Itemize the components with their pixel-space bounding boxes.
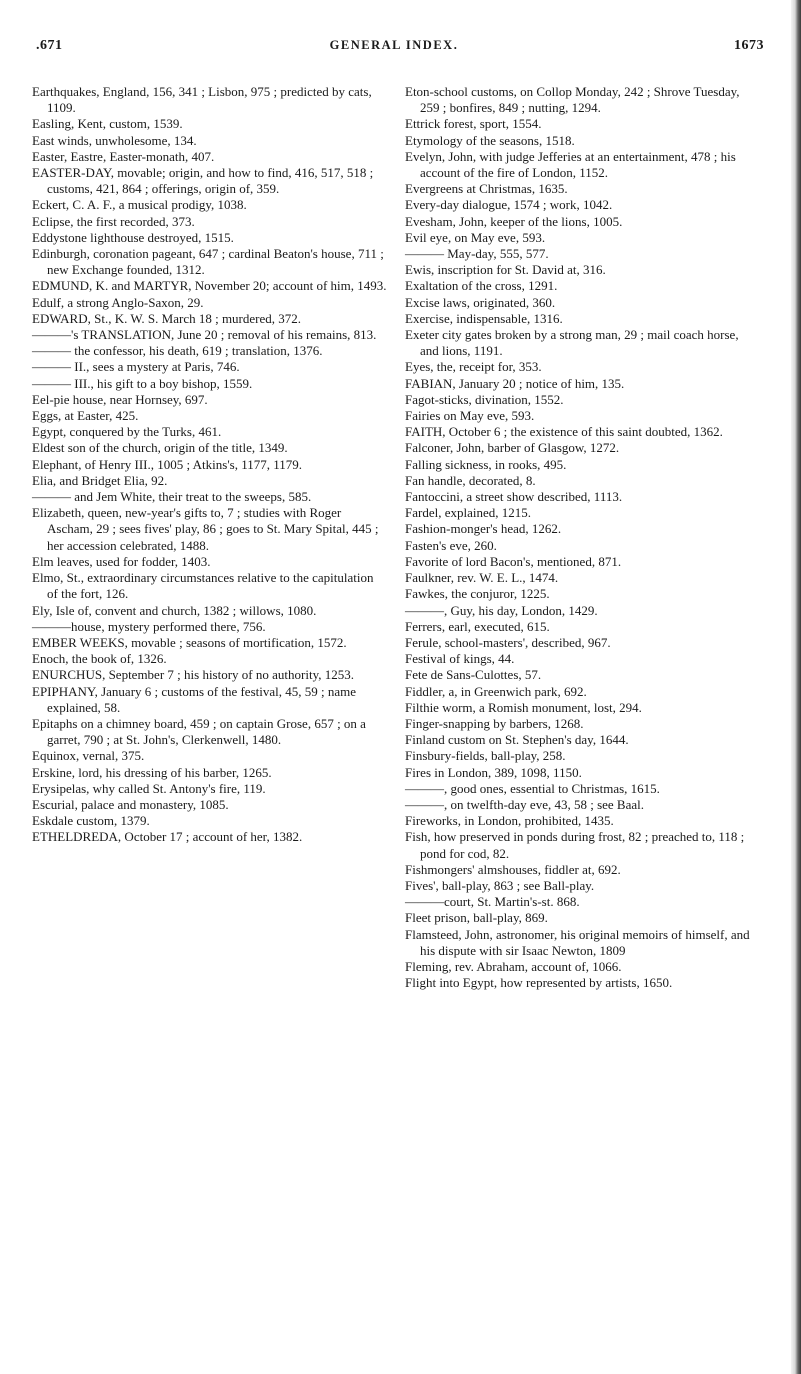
index-entry: Fardel, explained, 1215.: [405, 505, 531, 521]
index-entry: Eclipse, the first recorded, 373.: [32, 213, 195, 229]
index-entry: Flight into Egypt, how represented by artists, 1650.: [405, 975, 673, 991]
index-entry: Eskdale custom, 1379.: [32, 813, 150, 829]
index-entry: Elm leaves, used for fodder, 1403.: [32, 553, 211, 569]
index-entry: Fairies on May eve, 593.: [405, 408, 535, 424]
index-entry: EASTER-DAY, movable; origin, and how to find, 416, 517, 518 ; customs, 421, 864 ; offerings, origin of, 359.: [32, 165, 374, 197]
index-entry: EPIPHANY, January 6 ; customs of the festival, 45, 59 ; name explained, 58.: [32, 683, 356, 715]
index-entry: Fish, how preserved in ponds during frost, 82 ; preached to, 118 ; pond for cod, 82.: [405, 829, 745, 861]
index-entry: ———, on twelfth-day eve, 43, 58 ; see Baal.: [405, 796, 644, 812]
index-entry: Fives', ball-play, 863 ; see Ball-play.: [405, 877, 595, 893]
index-entry: Easter, Eastre, Easter-monath, 407.: [32, 148, 215, 164]
index-entry: Evesham, John, keeper of the lions, 1005.: [405, 213, 623, 229]
index-entry: Erskine, lord, his dressing of his barber, 1265.: [32, 764, 272, 780]
index-entry: Finland custom on St. Stephen's day, 1644.: [405, 732, 629, 748]
index-entry: ———, good ones, essential to Christmas, 1615.: [405, 780, 660, 796]
index-entry: Fagot-sticks, divination, 1552.: [405, 391, 564, 407]
right-page-number: 1673: [734, 38, 764, 53]
index-entry: ETHELDREDA, October 17 ; account of her, 1382.: [32, 829, 303, 845]
index-entry: Festival of kings, 44.: [405, 651, 515, 667]
index-entry: Eggs, at Easter, 425.: [32, 408, 139, 424]
index-entry: ———court, St. Martin's-st. 868.: [405, 894, 580, 910]
index-entry: Evelyn, John, with judge Jefferies at an entertainment, 478 ; his account of the fire of London, 1152.: [405, 148, 736, 181]
index-entry: Fantoccini, a street show described, 1113.: [405, 489, 623, 505]
index-entry: Exercise, indispensable, 1316.: [405, 310, 563, 326]
index-entry: Elmo, St., extraordinary circumstances relative to the capitulation of the fort, 126.: [32, 570, 374, 602]
running-title: GENERAL INDEX.: [329, 38, 459, 52]
index-entry: ENURCHUS, September 7 ; his history of no authority, 1253.: [32, 667, 354, 683]
index-entry: Equinox, vernal, 375.: [32, 748, 145, 764]
index-entry: Eyes, the, receipt for, 353.: [405, 359, 542, 375]
index-entry: EMBER WEEKS, movable ; seasons of mortification, 1572.: [32, 634, 347, 650]
index-entry: Falconer, John, barber of Glasgow, 1272.: [405, 440, 620, 456]
index-entry: ——— and Jem White, their treat to the sweeps, 585.: [32, 489, 312, 505]
index-entry: Evergreens at Christmas, 1635.: [405, 181, 568, 197]
index-entry: ———house, mystery performed there, 756.: [32, 618, 266, 634]
index-entry: EDWARD, St., K. W. S. March 18 ; murdered, 372.: [32, 310, 302, 326]
index-entry: Eel-pie house, near Hornsey, 697.: [32, 391, 208, 407]
index-entry: Fawkes, the conjuror, 1225.: [405, 586, 550, 602]
index-entry: Falling sickness, in rooks, 495.: [405, 456, 567, 472]
index-entry: Eckert, C. A. F., a musical prodigy, 1038.: [32, 197, 247, 213]
index-entry: ——— II., sees a mystery at Paris, 746.: [32, 359, 240, 375]
index-entry: Exeter city gates broken by a strong man, 29 ; mail coach horse, and lions, 1191.: [405, 327, 739, 359]
index-entry: East winds, unwholesome, 134.: [32, 132, 197, 148]
index-entry: ——— the confessor, his death, 619 ; translation, 1376.: [32, 343, 323, 359]
index-entry: Fasten's eve, 260.: [405, 537, 497, 553]
index-entry: Enoch, the book of, 1326.: [32, 651, 167, 667]
index-entry: Favorite of lord Bacon's, mentioned, 871.: [405, 553, 622, 569]
index-entry: Finsbury-fields, ball-play, 258.: [405, 748, 566, 764]
index-entry: Fires in London, 389, 1098, 1150.: [405, 764, 582, 780]
index-entry: Easling, Kent, custom, 1539.: [32, 116, 183, 132]
index-entry: Ettrick forest, sport, 1554.: [405, 116, 542, 132]
index-entry: Ferrers, earl, executed, 615.: [405, 618, 550, 634]
index-entry: Fleet prison, ball-play, 869.: [405, 910, 548, 926]
index-entry: FAITH, October 6 ; the existence of this saint doubted, 1362.: [405, 424, 723, 440]
index-entry: Earthquakes, England, 156, 341 ; Lisbon, 975 ; predicted by cats, 1109.: [32, 84, 372, 116]
scan-edge-shadow: [791, 0, 801, 1374]
index-entry: Edulf, a strong Anglo-Saxon, 29.: [32, 294, 204, 310]
index-entry: Fireworks, in London, prohibited, 1435.: [405, 813, 614, 829]
index-entry: Egypt, conquered by the Turks, 461.: [32, 424, 222, 440]
index-entry: Faulkner, rev. W. E. L., 1474.: [405, 570, 559, 586]
index-entry: Erysipelas, why called St. Antony's fire, 119.: [32, 780, 266, 796]
index-entry: Fishmongers' almshouses, fiddler at, 692.: [405, 861, 621, 877]
index-entry: Etymology of the seasons, 1518.: [405, 132, 575, 148]
index-entry: Elizabeth, queen, new-year's gifts to, 7 ; studies with Roger Ascham, 29 ; sees fives' play, 86 ; goes to St. Mary Spital, 445 ; her accession celebrated, 1488.: [32, 505, 379, 553]
index-entry: ——— May-day, 555, 577.: [405, 246, 549, 262]
index-entry: Fan handle, decorated, 8.: [405, 472, 536, 488]
index-entry: Flamsteed, John, astronomer, his original memoirs of himself, and his dispute with sir Isaac Newton, 1809: [405, 926, 750, 958]
index-entry: Elephant, of Henry III., 1005 ; Atkins's, 1177, 1179.: [32, 456, 303, 472]
index-entry: Finger-snapping by barbers, 1268.: [405, 715, 584, 731]
index-entry: Escurial, palace and monastery, 1085.: [32, 796, 229, 812]
index-entry: ———, Guy, his day, London, 1429.: [405, 602, 598, 618]
index-entry: Elia, and Bridget Elia, 92.: [32, 472, 168, 488]
index-entry: Fashion-monger's head, 1262.: [405, 521, 562, 537]
index-entry: Ely, Isle of, convent and church, 1382 ; willows, 1080.: [32, 602, 317, 618]
index-entry: Every-day dialogue, 1574 ; work, 1042.: [405, 197, 613, 213]
index-entry: Filthie worm, a Romish monument, lost, 294.: [405, 699, 642, 715]
index-entry: Eton-school customs, on Collop Monday, 242 ; Shrove Tuesday, 259 ; bonfires, 849 ; nutting, 1294.: [405, 84, 740, 116]
index-column-right: [405, 84, 760, 991]
index-entry: Eddystone lighthouse destroyed, 1515.: [32, 229, 234, 245]
index-entry: Excise laws, originated, 360.: [405, 294, 556, 310]
index-entry: EDMUND, K. and MARTYR, November 20; account of him, 1493.: [32, 278, 387, 294]
index-entry: FABIAN, January 20 ; notice of him, 135.: [405, 375, 625, 391]
index-entry: ———'s TRANSLATION, June 20 ; removal of his remains, 813.: [32, 327, 377, 343]
index-entry: Ferule, school-masters', described, 967.: [405, 634, 611, 650]
index-column-left: [32, 84, 387, 846]
index-entry: Fete de Sans-Culottes, 57.: [405, 667, 542, 683]
index-entry: Epitaphs on a chimney board, 459 ; on captain Grose, 657 ; on a garret, 790 ; at St. John's, Clerkenwell, 1480.: [32, 715, 366, 748]
index-entry: Evil eye, on May eve, 593.: [405, 229, 546, 245]
index-entry: Edinburgh, coronation pageant, 647 ; cardinal Beaton's house, 711 ; new Exchange founded, 1312.: [32, 246, 384, 278]
index-entry: Fleming, rev. Abraham, account of, 1066.: [405, 958, 622, 974]
index-entry: Exaltation of the cross, 1291.: [405, 278, 558, 294]
index-entry: Fiddler, a, in Greenwich park, 692.: [405, 683, 587, 699]
index-entry: Eldest son of the church, origin of the title, 1349.: [32, 440, 288, 456]
left-page-number: .671: [36, 38, 63, 53]
page-header: [24, 38, 764, 58]
index-entry: ——— III., his gift to a boy bishop, 1559.: [32, 375, 253, 391]
index-entry: Ewis, inscription for St. David at, 316.: [405, 262, 606, 278]
